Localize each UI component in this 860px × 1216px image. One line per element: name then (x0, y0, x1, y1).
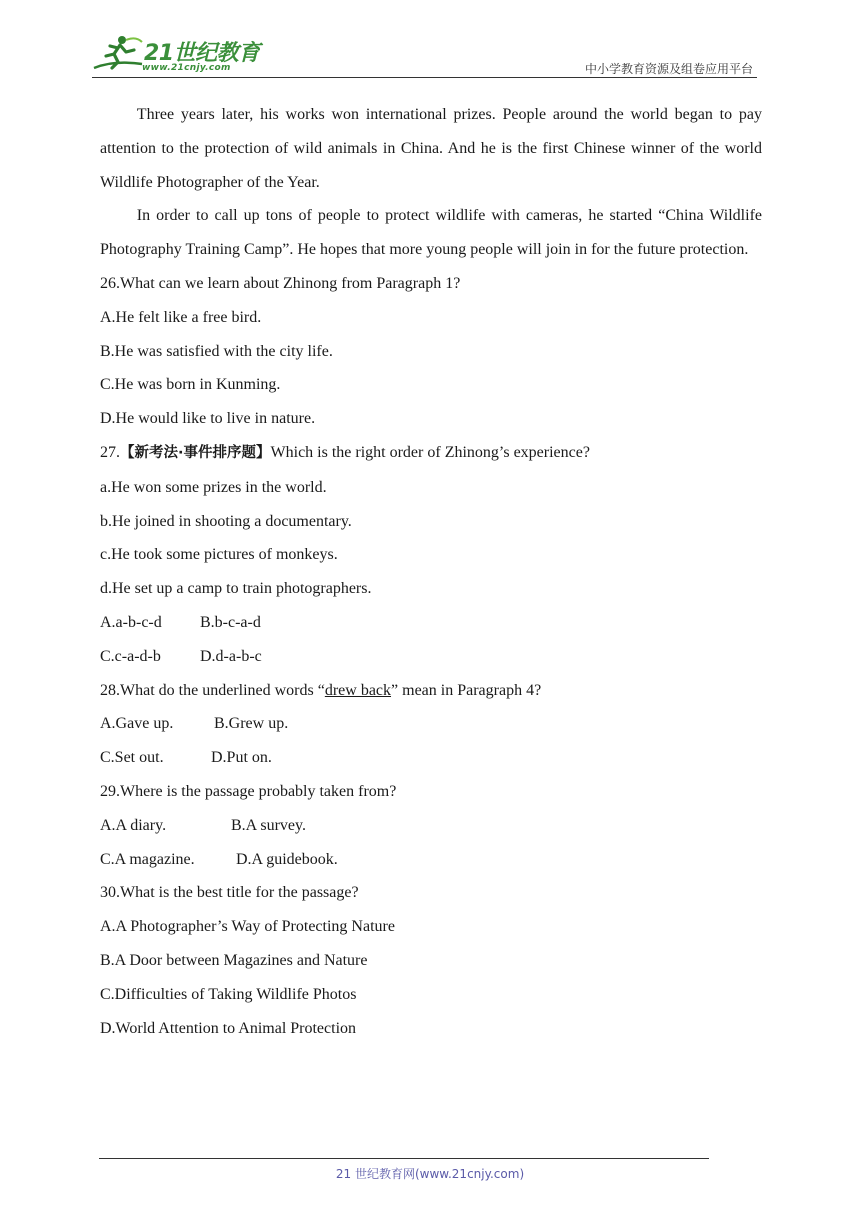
question-29 (100, 775, 762, 876)
option-b: B.A survey. (231, 816, 306, 834)
option-a: A.A diary. (100, 816, 167, 834)
logo-text: 21世纪教育 (144, 41, 260, 66)
question-stem: 30.What is the best title for the passage? (100, 884, 359, 902)
option-a: A.He felt like a free bird. (100, 308, 262, 326)
option-c: C.c-a-d-b (100, 647, 161, 665)
options-row (100, 741, 762, 775)
option-a: A.a-b-c-d (100, 613, 162, 631)
underlined-words: drew back (324, 681, 392, 699)
option-c: C.Difficulties of Taking Wildlife Photos (100, 985, 357, 1003)
option-b: B.Grew up. (214, 715, 289, 733)
question-30 (100, 876, 762, 1045)
option-a: A.Gave up. (100, 715, 174, 733)
options-row (100, 809, 762, 843)
question-stem: 26.What can we learn about Zhinong from Paragraph 1? (100, 274, 461, 292)
event-d: d.He set up a camp to train photographers. (100, 580, 372, 598)
stem-text: 28.What do the underlined words “ (100, 681, 325, 699)
document-body (100, 98, 762, 1045)
question-27 (100, 436, 762, 674)
question-26 (100, 267, 762, 436)
event-c: c.He took some pictures of monkeys. (100, 546, 338, 564)
option-d: D.A guidebook. (236, 850, 338, 868)
question-number: 27. (100, 443, 120, 461)
option-a: A.A Photographer’s Way of Protecting Nature (100, 918, 395, 936)
site-logo (92, 34, 262, 74)
question-text: Which is the right order of Zhinong’s experience? (270, 443, 590, 461)
options-row (100, 707, 762, 741)
page-footer: 21 世纪教育网(www.21cnjy.com) (335, 1167, 525, 1181)
option-d: D.World Attention to Animal Protection (100, 1019, 357, 1037)
passage-paragraph: Three years later, his works won international prizes. People around the world began to pay attention to the protection of wild animals in China. And he is the first Chinese winner of the world Wildlife Photographer of the Year. (100, 106, 762, 191)
question-type-tag: 【新考法·事件排序题】 (120, 444, 271, 461)
page-header (92, 30, 757, 78)
options-row (100, 640, 762, 674)
question-stem (100, 436, 762, 471)
stem-text: ” mean in Paragraph 4? (391, 681, 542, 699)
option-d: D.d-a-b-c (200, 647, 262, 665)
event-b: b.He joined in shooting a documentary. (100, 512, 352, 530)
option-c: C.He was born in Kunming. (100, 376, 281, 394)
question-stem (100, 674, 762, 708)
option-b: B.A Door between Magazines and Nature (100, 951, 368, 969)
runner-logo-icon (92, 34, 148, 74)
option-d: D.He would like to live in nature. (100, 410, 316, 428)
option-c: C.A magazine. (100, 850, 195, 868)
platform-title: 中小学教育资源及组卷应用平台 (584, 62, 753, 76)
question-stem: 29.Where is the passage probably taken from? (100, 782, 397, 800)
option-c: C.Set out. (100, 749, 164, 767)
question-28 (100, 674, 762, 775)
header-divider (92, 77, 757, 78)
option-b: B.He was satisfied with the city life. (100, 342, 333, 360)
option-d: D.Put on. (211, 749, 272, 767)
footer-divider (99, 1158, 709, 1159)
option-b: B.b-c-a-d (200, 613, 261, 631)
event-a: a.He won some prizes in the world. (100, 478, 327, 496)
logo-url: www.21cnjy.com (142, 63, 231, 73)
options-row (100, 606, 762, 640)
passage-paragraph: In order to call up tons of people to protect wildlife with cameras, he started “China Wildlife Photography Training Camp”. He hopes that more young people will join in for the future protection. (100, 207, 762, 259)
options-row (100, 843, 762, 877)
